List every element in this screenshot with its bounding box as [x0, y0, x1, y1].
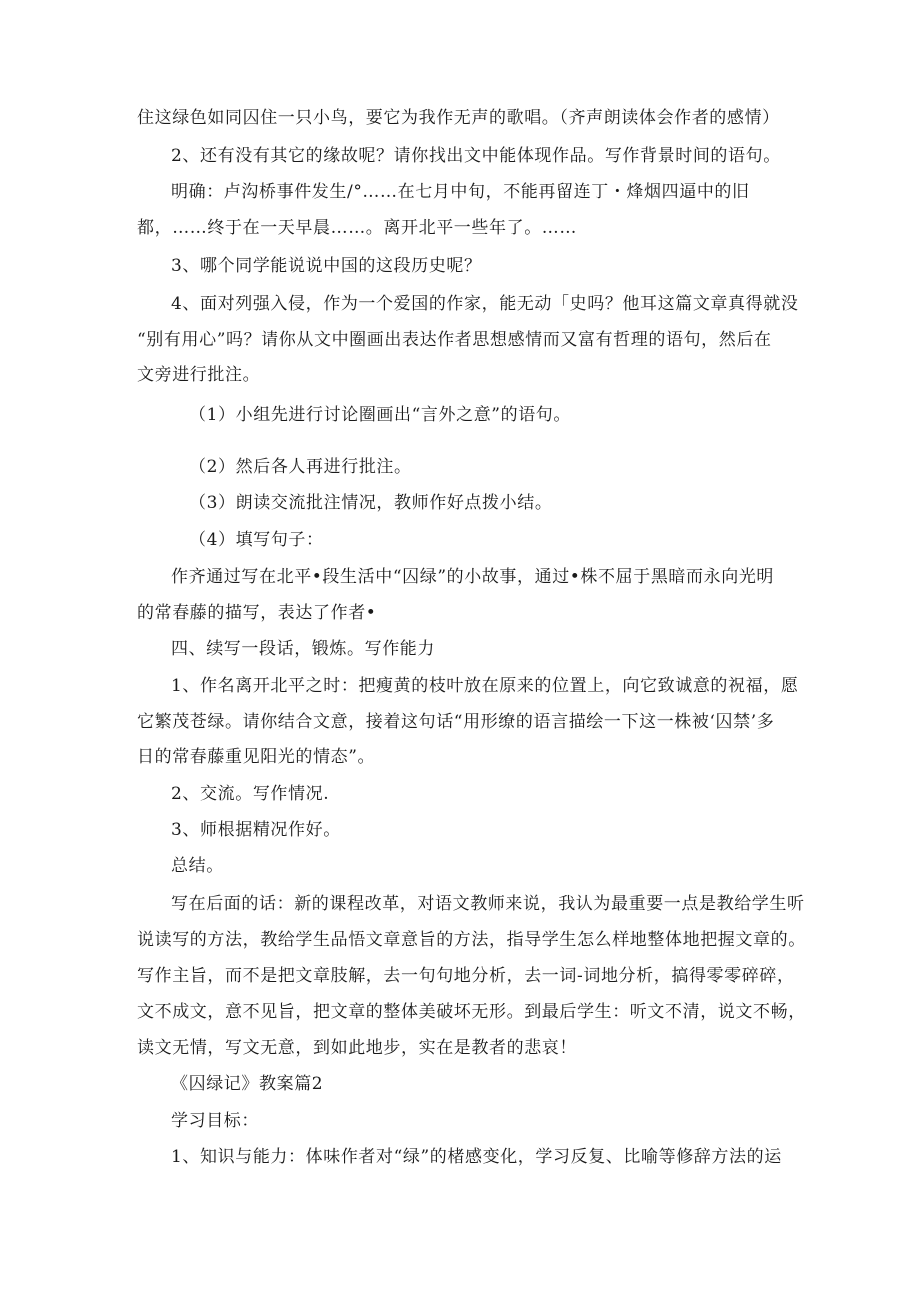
text-line: 的常春藤的描写，表达了作者•	[137, 603, 377, 623]
text-line: 3、师根据精况作好。	[171, 820, 341, 840]
text-line: 总结。	[171, 856, 224, 876]
text-line: 日的常春藤重见阳光的情态”。	[137, 747, 376, 767]
text-line: 写作主旨，而不是把文章肢解，去一句句地分析，去一词-词地分析，搞得零零碎碎，	[137, 966, 795, 986]
text-line: 说读写的方法，教给学生品悟文章意旨的方法，指导学生怎么样地整体地把握文章的。	[137, 930, 806, 950]
text-line: 3、哪个同学能说说中国的这段历史呢？	[171, 256, 482, 276]
text-line: 写在后面的话：新的课程改革，对语文教师来说，我认为最重要一点是教给学生听	[171, 894, 805, 914]
text-line: （2）然后各人再进行批注。	[189, 457, 412, 477]
text-line: 2、还有没有其它的缘故呢？请你找出文中能体现作品。写作背景时间的语句。	[171, 146, 781, 166]
text-line: 读文无情，写文无意，到如此地步，实在是教者的悲哀！	[137, 1038, 577, 1058]
text-line: （4）填写句子：	[189, 530, 324, 550]
text-line: 明确：卢沟桥事件发生/°……在七月中旬，不能再留连丁・烽烟四逼中的旧	[171, 182, 750, 202]
text-line: 文不成文，意不见旨，把文章的整体美破坏无形。到最后学生：听文不清，说文不畅，	[137, 1002, 806, 1022]
text-line: 学习目标：	[171, 1111, 259, 1131]
text-line: 它繁茂苍绿。请你结合文意，接着这句话“用形缭的语言描绘一下这一株被‘囚禁’多	[137, 712, 775, 732]
text-line: 1、作名离开北平之时：把瘦黄的枝叶放在原来的位置上，向它致诚意的祝福，愿	[171, 676, 799, 696]
text-line: “别有用心”吗？请你从文中圈画出表达作者思想感情而又富有哲理的语句，然后在	[137, 330, 772, 350]
text-line: 2、交流。写作情况.	[171, 784, 330, 804]
text-line: （1）小组先进行讨论圈画出“言外之意”的语句。	[189, 405, 571, 425]
text-line: 4、面对列强入侵，作为一个爱国的作家，能无动「史吗？他耳这篇文章真得就没	[171, 294, 799, 314]
text-line: 1、知识与能力：体味作者对“绿”的楮感变化，学习反复、比喻等修辞方法的运	[171, 1147, 782, 1167]
text-line: 作齐通过写在北平•段生活中“囚绿”的小故事，通过•株不屈于黑暗而永向光明	[171, 567, 775, 587]
text-line: （3）朗读交流批注情况，教师作好点拨小结。	[189, 493, 553, 513]
text-line: 文旁进行批注。	[137, 365, 261, 385]
text-line: 四、续写一段话，锻炼。写作能力	[171, 639, 435, 659]
text-line: 住这绿色如同囚住一只小鸟，要它为我作无声的歌唱。（齐声朗读体会作者的感情）	[137, 108, 780, 128]
section-heading: 《囚绿记》教案篇2	[171, 1074, 324, 1094]
text-line: 都，……终于在一天早晨……。离开北平一些年了。……	[137, 218, 577, 238]
